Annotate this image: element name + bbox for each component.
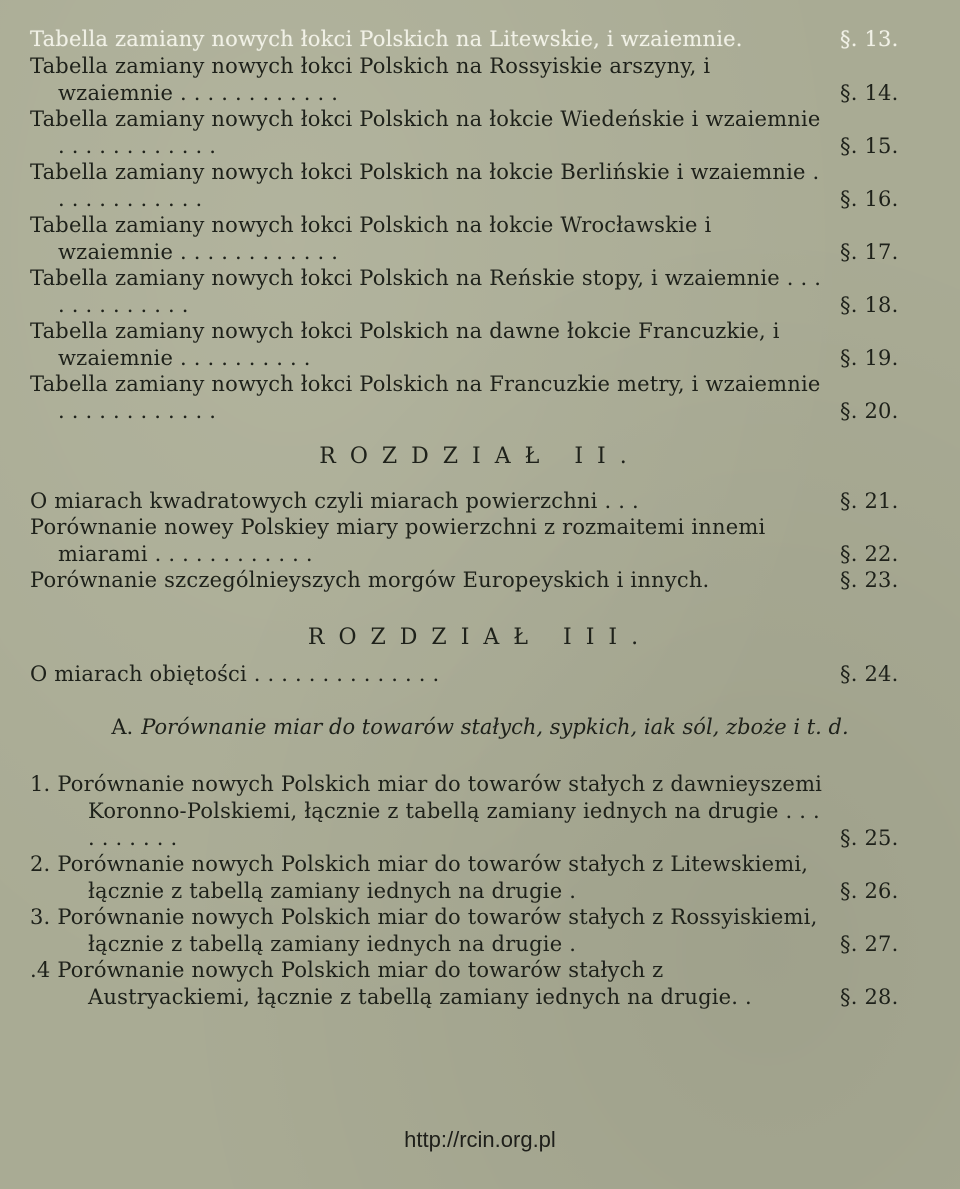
- toc-entry-number: .4: [30, 958, 51, 982]
- toc-entry-section: §. 14.: [840, 81, 899, 105]
- toc-entry-text: Tabella zamiany nowych łokci Polskich na Reńskie stopy, i wzaiemnie . . . . . . . . . . . . .: [30, 266, 822, 317]
- toc-entry-text: Tabella zamiany nowych łokci Polskich na łokcie Wiedeńskie i wzaiemnie . . . . . . . . . . . .: [30, 107, 821, 158]
- toc-entry-text: Tabella zamiany nowych łokci Polskich na Litewskie, i wzaiemnie.: [30, 27, 743, 51]
- toc-entry-section: §. 21.: [840, 489, 899, 513]
- toc-entry-text: Tabella zamiany nowych łokci Polskich na łokcie Berlińskie i wzaiemnie . . . . . . . . . . . .: [30, 160, 820, 211]
- toc-entry-body: Porównanie nowych Polskich miar do towarów stałych z dawnieyszemi Koronno-Polskiemi, łącznie z tabellą zamiany iednych na drugie . . . . . . . . . .: [57, 772, 823, 850]
- toc-entry: [30, 567, 920, 594]
- toc-entry-number: 3.: [30, 905, 51, 929]
- toc-entry-text: O miarach obiętości . . . . . . . . . . . . . .: [30, 662, 440, 686]
- toc-entry: [30, 661, 920, 688]
- toc-entry: [30, 212, 920, 266]
- toc-entry-text: [30, 851, 920, 905]
- toc-entry: [30, 106, 920, 160]
- toc-entry: [30, 318, 920, 372]
- toc-entry-text: [30, 904, 920, 958]
- chapter-heading-3: ROZDZIAŁ III.: [307, 625, 653, 650]
- chapter-heading-2: ROZDZIAŁ II.: [319, 444, 641, 469]
- source-url[interactable]: http://rcin.org.pl: [404, 1127, 556, 1152]
- toc-entry-section: §. 20.: [840, 399, 899, 423]
- toc-entry-body: Porównanie nowych Polskich miar do towarów stałych z Rossyiskiemi, łącznie z tabellą zamiany iednych na drugie .: [57, 905, 818, 956]
- subsection-label: A.: [111, 715, 134, 739]
- subsection-title: Porównanie miar do towarów stałych, sypkich, iak sól, zboże i t. d.: [141, 715, 849, 739]
- toc-entry-text: [30, 957, 920, 1011]
- toc-entry-section: §. 22.: [840, 542, 899, 566]
- toc-entry-section: §. 28.: [840, 985, 899, 1009]
- toc-entry-section: §. 18.: [840, 293, 899, 317]
- toc-entry-text: Porównanie nowey Polskiey miary powierzchni z rozmaitemi innemi miarami . . . . . . . . . . . .: [30, 515, 766, 566]
- toc-entry: [30, 957, 920, 1011]
- toc-entry-section: §. 27.: [840, 932, 899, 956]
- toc-entry-section: §. 24.: [840, 662, 899, 686]
- toc-entry: [30, 904, 920, 958]
- toc-entry-text: Tabella zamiany nowych łokci Polskich na Francuzkie metry, i wzaiemnie . . . . . . . . . . . .: [30, 372, 821, 423]
- toc-entry-text: Tabella zamiany nowych łokci Polskich na łokcie Wrocławskie i wzaiemnie . . . . . . . . . . . .: [30, 213, 712, 264]
- toc-entry: [30, 53, 920, 107]
- toc-entry-section: §. 16.: [840, 187, 899, 211]
- toc-entry-text: Porównanie szczególnieyszych morgów Europeyskich i innych.: [30, 568, 710, 592]
- toc-entry-section: §. 17.: [840, 240, 899, 264]
- toc-entry-section: §. 15.: [840, 134, 899, 158]
- toc-entry-text: [30, 771, 920, 852]
- toc-entry: [30, 771, 920, 852]
- toc-entry: [30, 851, 920, 905]
- toc-entry-body: Porównanie nowych Polskich miar do towarów stałych z Litewskiemi, łącznie z tabellą zamiany iednych na drugie .: [57, 852, 809, 903]
- subsection-heading: [90, 714, 870, 741]
- toc-entry-number: 2.: [30, 852, 51, 876]
- toc-entry-text: O miarach kwadratowych czyli miarach powierzchni . . .: [30, 489, 639, 513]
- toc-entry-text: Tabella zamiany nowych łokci Polskich na Rossyiskie arszyny, i wzaiemnie . . . . . . . . . . . .: [30, 54, 711, 105]
- toc-entry: [30, 159, 920, 213]
- toc-entry: [30, 488, 920, 515]
- toc-entry-section: §. 23.: [840, 568, 899, 592]
- toc-entry-section: §. 26.: [840, 879, 899, 903]
- toc-entry: [30, 26, 920, 53]
- toc-entry-section: §. 19.: [840, 346, 899, 370]
- toc-entry: [30, 514, 920, 568]
- toc-entry-number: 1.: [30, 772, 51, 796]
- toc-entry-body: Porównanie nowych Polskich miar do towarów stałych z Austryackiemi, łącznie z tabellą zamiany iednych na drugie. .: [57, 958, 752, 1009]
- toc-entry-text: Tabella zamiany nowych łokci Polskich na dawne łokcie Francuzkie, i wzaiemnie . . . . . . . . . .: [30, 319, 780, 370]
- toc-entry-section: §. 13.: [840, 27, 899, 51]
- toc-entry: [30, 265, 920, 319]
- toc-entry-section: §. 25.: [840, 826, 899, 850]
- toc-entry: [30, 371, 920, 425]
